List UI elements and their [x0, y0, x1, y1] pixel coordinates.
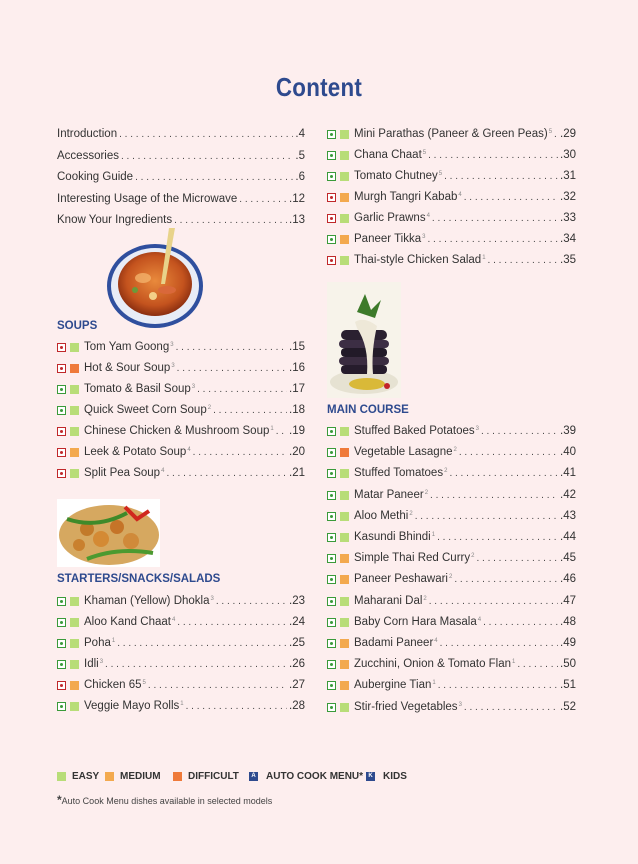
toc-item-name: Chinese Chicken & Mushroom Soup	[84, 425, 270, 437]
toc-item-page: .24	[289, 616, 305, 628]
easy-level-icon	[70, 702, 79, 711]
legend-easy-label: EASY	[72, 771, 100, 782]
toc-row[interactable]	[327, 445, 576, 460]
toc-item-level-number: 1	[432, 680, 436, 687]
easy-level-icon	[70, 469, 79, 478]
nonveg-mark-icon	[57, 448, 66, 457]
nonveg-mark-icon	[57, 681, 66, 690]
aubergine-tian-photo	[327, 282, 401, 398]
leader-dots	[117, 636, 287, 651]
toc-item-name: Veggie Mayo Rolls	[84, 700, 180, 712]
toc-item-page: .4	[295, 128, 305, 140]
toc-item-name: Mini Parathas (Paneer & Green Peas)	[354, 128, 548, 140]
toc-row[interactable]	[57, 615, 305, 630]
toc-item-page: .29	[560, 128, 576, 140]
toc-row[interactable]	[327, 509, 576, 524]
difficult-level-icon	[70, 364, 79, 373]
toc-row[interactable]	[327, 594, 576, 609]
leader-dots	[239, 192, 287, 207]
nonveg-mark-icon	[327, 193, 336, 202]
easy-level-icon	[340, 597, 349, 606]
toc-item-name: Paneer Peshawari	[354, 573, 448, 586]
toc-item-page: .27	[289, 679, 305, 691]
veg-mark-icon	[327, 469, 336, 478]
leader-dots	[177, 361, 287, 376]
toc-item-page: .47	[560, 594, 576, 607]
medium-level-icon	[340, 193, 349, 202]
legend-auto-label: AUTO COOK MENU*	[266, 771, 364, 782]
toc-item-page: .31	[560, 170, 576, 182]
leader-dots	[121, 149, 293, 164]
leader-dots	[437, 530, 558, 545]
veg-mark-icon	[327, 575, 336, 584]
toc-item-level-number: 1	[431, 532, 436, 538]
toc-row[interactable]	[327, 551, 576, 566]
veg-mark-icon	[57, 385, 66, 394]
leader-dots	[430, 488, 558, 503]
leader-dots	[517, 657, 558, 672]
easy-swatch	[57, 772, 66, 781]
left-column	[57, 127, 305, 727]
toc-item-level-number: 2	[207, 405, 212, 411]
toc-item-name: Khaman (Yellow) Dhokla	[84, 595, 210, 607]
veg-mark-icon	[327, 660, 336, 669]
toc-item-level-number: 5	[422, 150, 427, 156]
toc-item-name: Matar Paneer	[354, 488, 424, 501]
toc-item-name: Stuffed Tomatoes	[354, 467, 444, 480]
veg-mark-icon	[57, 660, 66, 669]
toc-item-level-number: 1	[111, 638, 116, 644]
easy-level-icon	[340, 214, 349, 223]
leader-dots	[464, 700, 558, 715]
toc-row[interactable]	[57, 678, 305, 693]
veg-mark-icon	[327, 597, 336, 606]
medium-level-icon	[340, 575, 349, 584]
toc-item-page: .6	[295, 171, 305, 183]
veg-mark-icon	[327, 512, 336, 521]
leader-dots	[276, 424, 287, 439]
toc-item-page: .15	[289, 341, 305, 353]
toc-item-page: .41	[560, 467, 576, 480]
leader-dots	[449, 466, 558, 481]
leader-dots	[176, 340, 287, 355]
toc-item-level-number: 3	[171, 363, 175, 369]
toc-item-name: Paneer Tikka	[354, 233, 422, 245]
section-soups: SOUPS	[57, 320, 98, 332]
legend-difficult	[173, 771, 239, 782]
toc-item-page: .44	[560, 531, 576, 543]
soup-bowl-photo	[105, 228, 205, 330]
toc-item-page: .39	[560, 425, 576, 437]
auto-cook-icon: A	[249, 772, 258, 781]
easy-level-icon	[70, 660, 79, 669]
toc-item-name: Hot & Sour Soup	[84, 362, 171, 374]
veg-mark-icon	[327, 533, 336, 542]
footnote	[57, 793, 272, 807]
toc-item-name: Idli	[84, 658, 99, 670]
leader-dots	[148, 678, 287, 693]
toc-item-level-number: 2	[453, 447, 457, 454]
easy-level-icon	[340, 256, 349, 265]
toc-row[interactable]	[57, 340, 305, 355]
legend-easy	[57, 771, 99, 782]
toc-item-level-number: 2	[471, 553, 475, 560]
toc-item-page: .25	[289, 637, 305, 649]
toc-item-page: .46	[560, 573, 576, 586]
toc-item-name: Aubergine Tian	[354, 679, 432, 692]
veg-mark-icon	[327, 554, 336, 563]
legend-difficult-label: DIFFICULT	[188, 771, 239, 782]
toc-row[interactable]	[57, 213, 305, 228]
medium-swatch	[105, 772, 114, 781]
toc-item-name: Simple Thai Red Curry	[354, 552, 471, 565]
difficult-swatch	[173, 772, 182, 781]
toc-row[interactable]	[57, 170, 305, 185]
toc-item-page: .49	[560, 637, 576, 649]
toc-item-page: .12	[289, 192, 305, 205]
leader-dots	[135, 170, 293, 185]
toc-item-name: Tomato Chutney	[354, 170, 438, 182]
veg-mark-icon	[327, 130, 336, 139]
leader-dots	[438, 678, 558, 693]
footnote-text: Auto Cook Menu dishes available in selected models	[61, 796, 273, 806]
toc-row[interactable]	[327, 488, 576, 503]
toc-item-page: .28	[289, 700, 305, 712]
toc-row[interactable]	[327, 253, 576, 268]
easy-level-icon	[340, 469, 349, 478]
leader-dots	[177, 615, 287, 630]
section-starters: STARTERS/SNACKS/SALADS	[57, 573, 221, 585]
toc-item-name: Accessories	[57, 149, 119, 162]
toc-row[interactable]	[57, 594, 305, 609]
nonveg-mark-icon	[57, 427, 66, 436]
toc-item-page: .50	[560, 658, 576, 671]
veg-mark-icon	[327, 703, 336, 712]
toc-row[interactable]	[57, 403, 305, 418]
leader-dots	[213, 403, 287, 418]
leader-dots	[105, 657, 287, 672]
toc-item-level-number: 2	[423, 595, 427, 602]
toc-item-page: .20	[289, 446, 305, 458]
legend-kids-label: KIDS	[383, 771, 407, 782]
toc-item-name: Poha	[84, 637, 111, 649]
toc-item-page: .48	[560, 615, 576, 628]
toc-item-level-number: 3	[475, 426, 479, 432]
leader-dots	[440, 636, 558, 651]
toc-item-level-number: 3	[422, 234, 426, 240]
toc-item-name: Murgh Tangri Kabab	[354, 191, 458, 203]
toc-item-page: .51	[560, 679, 576, 692]
toc-item-name: Chicken 65	[84, 679, 142, 691]
toc-item-level-number: 3	[458, 701, 462, 708]
toc-row[interactable]	[327, 232, 576, 247]
veg-mark-icon	[57, 618, 66, 627]
toc-item-level-number: 1	[512, 659, 516, 666]
toc-item-level-number: 1	[180, 701, 184, 707]
toc-row[interactable]	[57, 149, 305, 164]
toc-item-page: .21	[289, 467, 305, 479]
toc-row[interactable]	[57, 424, 305, 439]
easy-level-icon	[340, 172, 349, 181]
veg-mark-icon	[57, 597, 66, 606]
easy-level-icon	[340, 151, 349, 160]
toc-item-name: Know Your Ingredients	[57, 214, 173, 226]
legend-kids	[366, 771, 407, 782]
toc-row[interactable]	[327, 615, 576, 630]
easy-level-icon	[340, 130, 349, 139]
toc-row[interactable]	[327, 700, 576, 715]
toc-item-name: Cooking Guide	[57, 171, 134, 183]
leader-dots	[119, 127, 293, 142]
easy-level-icon	[340, 491, 349, 500]
toc-item-name: Thai-style Chicken Salad	[354, 254, 482, 266]
toc-item-name: Kasundi Bhindi	[354, 531, 431, 543]
easy-level-icon	[340, 703, 349, 712]
medium-level-icon	[340, 681, 349, 690]
toc-row[interactable]	[57, 466, 305, 481]
toc-item-name: Tomato & Basil Soup	[84, 383, 191, 395]
toc-item-level-number: 1	[270, 426, 274, 432]
right-column	[327, 127, 576, 727]
toc-item-name: Quick Sweet Corn Soup	[84, 404, 207, 416]
leader-dots	[454, 572, 558, 587]
toc-row[interactable]	[327, 211, 576, 226]
leader-dots	[174, 213, 287, 228]
toc-item-name: Tom Yam Goong	[84, 341, 170, 353]
medium-level-icon	[340, 639, 349, 648]
toc-item-name: Baby Corn Hara Masala	[354, 615, 477, 628]
toc-item-level-number: 4	[187, 447, 191, 453]
medium-level-icon	[340, 554, 349, 563]
leader-dots	[432, 211, 558, 226]
toc-row[interactable]	[327, 127, 576, 142]
toc-item-name: Interesting Usage of the Microwave	[57, 192, 238, 205]
toc-row[interactable]	[57, 445, 305, 460]
toc-item-name: Aloo Kand Chaat	[84, 616, 171, 628]
toc-item-page: .16	[289, 362, 305, 374]
toc-row[interactable]	[327, 148, 576, 163]
toc-item-page: .35	[560, 254, 576, 266]
toc-item-level-number: 4	[161, 468, 165, 474]
toc-row[interactable]	[57, 361, 305, 376]
leader-dots	[444, 169, 558, 184]
veg-mark-icon	[327, 448, 336, 457]
medium-level-icon	[70, 681, 79, 690]
toc-item-page: .33	[560, 212, 576, 224]
easy-level-icon	[340, 533, 349, 542]
toc-item-level-number: 1	[482, 255, 486, 261]
toc-item-level-number: 5	[438, 171, 443, 177]
toc-item-level-number: 2	[409, 510, 413, 517]
toc-row[interactable]	[327, 424, 576, 439]
starters-food-photo	[57, 499, 160, 567]
nonveg-mark-icon	[327, 214, 336, 223]
easy-level-icon	[70, 343, 79, 352]
veg-mark-icon	[327, 172, 336, 181]
veg-mark-icon	[327, 427, 336, 436]
toc-item-name: Stir-fried Vegetables	[354, 700, 458, 713]
medium-level-icon	[340, 235, 349, 244]
toc-item-name: Zucchini, Onion & Tomato Flan	[354, 658, 512, 671]
toc-item-page: .34	[560, 233, 576, 245]
veg-mark-icon	[327, 235, 336, 244]
easy-level-icon	[340, 427, 349, 436]
toc-item-page: .26	[289, 658, 305, 670]
toc-item-level-number: 4	[426, 213, 430, 219]
legend-auto	[249, 771, 363, 782]
easy-level-icon	[70, 427, 79, 436]
toc-item-name: Garlic Prawns	[354, 212, 426, 224]
toc-row[interactable]	[327, 466, 576, 481]
toc-row[interactable]	[57, 192, 305, 207]
toc-row[interactable]	[327, 636, 576, 651]
nonveg-mark-icon	[57, 343, 66, 352]
veg-mark-icon	[327, 151, 336, 160]
toc-item-page: .19	[289, 425, 305, 437]
medium-level-icon	[340, 660, 349, 669]
toc-item-page: .40	[560, 446, 576, 459]
toc-item-name: Introduction	[57, 128, 118, 140]
leader-dots	[166, 466, 287, 481]
footnote-star: *	[57, 793, 62, 807]
toc-row[interactable]	[57, 636, 305, 651]
veg-mark-icon	[57, 639, 66, 648]
toc-item-page: .17	[289, 383, 305, 395]
veg-mark-icon	[327, 681, 336, 690]
veg-mark-icon	[327, 639, 336, 648]
toc-row[interactable]	[327, 572, 576, 587]
toc-item-page: .42	[560, 488, 576, 501]
easy-level-icon	[70, 597, 79, 606]
toc-item-page: .23	[289, 595, 305, 607]
toc-item-level-number: 2	[424, 489, 429, 496]
leader-dots	[415, 509, 558, 524]
leader-dots	[476, 551, 558, 566]
toc-item-name: Stuffed Baked Potatoes	[354, 425, 475, 437]
medium-level-icon	[70, 448, 79, 457]
toc-item-page: .32	[560, 191, 576, 203]
difficult-level-icon	[340, 448, 349, 457]
veg-mark-icon	[327, 491, 336, 500]
easy-level-icon	[70, 406, 79, 415]
easy-level-icon	[340, 618, 349, 627]
toc-item-level-number: 3	[191, 384, 196, 390]
easy-level-icon	[70, 385, 79, 394]
legend-medium-label: MEDIUM	[120, 771, 161, 782]
toc-item-level-number: 3	[210, 596, 214, 602]
toc-item-name: Vegetable Lasagne	[354, 446, 453, 459]
toc-row[interactable]	[57, 382, 305, 397]
legend-medium	[105, 771, 161, 782]
toc-row[interactable]	[327, 530, 576, 545]
leader-dots	[429, 594, 558, 609]
leader-dots	[459, 445, 558, 460]
toc-row[interactable]	[327, 678, 576, 693]
leader-dots	[216, 594, 287, 609]
leader-dots	[488, 253, 558, 268]
toc-row[interactable]	[57, 657, 305, 672]
leader-dots	[428, 148, 558, 163]
toc-item-page: .43	[560, 509, 576, 522]
toc-row[interactable]	[327, 657, 576, 672]
kids-icon: K	[366, 772, 375, 781]
toc-row[interactable]	[57, 699, 305, 714]
toc-item-page: .18	[289, 404, 305, 416]
nonveg-mark-icon	[57, 364, 66, 373]
toc-item-level-number: 2	[448, 574, 453, 581]
toc-item-level-number: 3	[170, 342, 174, 348]
toc-item-page: .45	[560, 552, 576, 565]
toc-item-level-number: 4	[434, 638, 438, 644]
toc-item-name: Badami Paneer	[354, 637, 434, 649]
nonveg-mark-icon	[327, 256, 336, 265]
toc-item-name: Chana Chaat	[354, 149, 422, 161]
toc-item-page: .13	[289, 214, 305, 226]
toc-item-level-number: 5	[548, 129, 553, 135]
leader-dots	[483, 615, 558, 630]
toc-item-level-number: 4	[458, 192, 462, 198]
toc-item-level-number: 4	[171, 617, 176, 623]
nonveg-mark-icon	[57, 469, 66, 478]
easy-level-icon	[340, 512, 349, 521]
easy-level-icon	[70, 639, 79, 648]
toc-item-name: Aloo Methi	[354, 509, 409, 522]
toc-item-level-number: 3	[99, 659, 104, 665]
veg-mark-icon	[57, 702, 66, 711]
leader-dots	[427, 232, 558, 247]
toc-item-page: .52	[560, 700, 576, 713]
section-main-course: MAIN COURSE	[327, 404, 409, 416]
leader-dots	[193, 445, 287, 460]
toc-item-level-number: 2	[444, 468, 448, 475]
leader-dots	[186, 699, 287, 714]
toc-item-page: .5	[295, 149, 305, 162]
leader-dots	[481, 424, 558, 439]
toc-row[interactable]	[327, 190, 576, 205]
veg-mark-icon	[327, 618, 336, 627]
leader-dots	[554, 127, 558, 142]
toc-row[interactable]	[327, 169, 576, 184]
toc-item-level-number: 4	[477, 616, 482, 623]
toc-row[interactable]	[57, 127, 305, 142]
veg-mark-icon	[57, 406, 66, 415]
toc-item-name: Leek & Potato Soup	[84, 446, 187, 458]
toc-item-level-number: 5	[142, 680, 146, 686]
leader-dots	[464, 190, 558, 205]
easy-level-icon	[70, 618, 79, 627]
toc-item-page: .30	[560, 149, 576, 161]
page-title: Content	[275, 72, 363, 102]
toc-item-name: Split Pea Soup	[84, 467, 161, 479]
leader-dots	[197, 382, 287, 397]
toc-item-name: Maharani Dal	[354, 594, 423, 607]
